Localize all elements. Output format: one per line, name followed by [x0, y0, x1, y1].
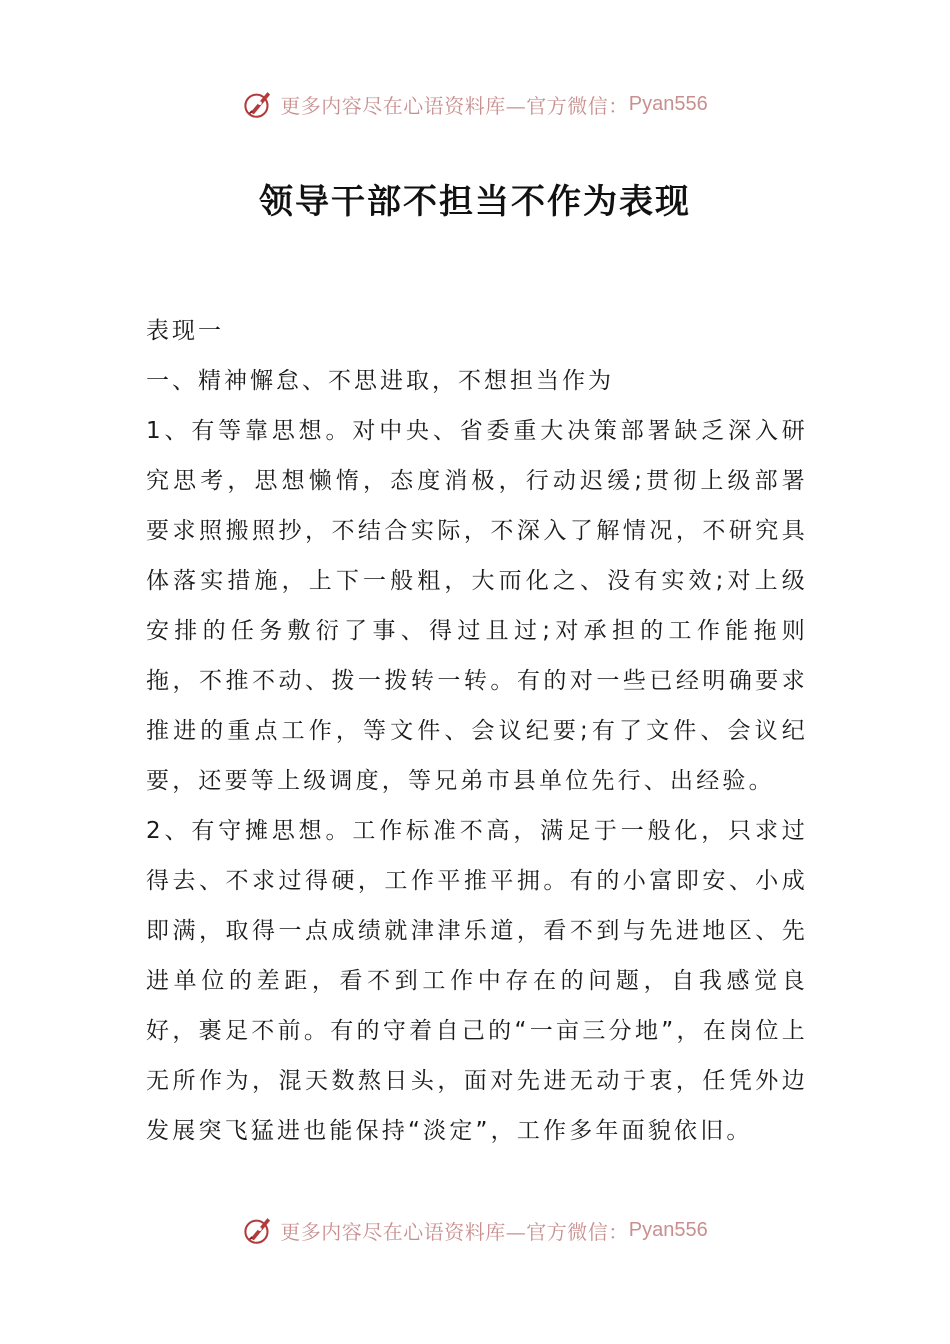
section-label: 表现一: [146, 318, 224, 344]
paragraph-2: 2、有守摊思想。工作标准不高，满足于一般化，只求过得去、不求过得硬，工作平推平拥。有的小富即安、小成即满，取得一点成绩就津津乐道，看不到与先进地区、先进单位的差距，看不到工作中存在的问题，自我感觉良好，裹足不前。有的守着自己的“一亩三分地”，在岗位上无所作为，混天数熬日头，面对先进无动于衷，任凭外边发展突飞猛进也能保持“淡定”，工作多年面貌依旧。: [146, 818, 808, 1144]
section-heading: 一、精神懈怠、不思进取，不想担当作为: [146, 368, 614, 394]
quill-pen-logo-icon: [242, 87, 276, 121]
document-body: [146, 306, 808, 1156]
watermark-wechat-id: Pyan556: [628, 92, 708, 115]
watermark-wechat-id: Pyan556: [628, 1218, 708, 1241]
quill-pen-logo-icon: [242, 1213, 276, 1247]
footer-watermark: [0, 1210, 950, 1250]
header-watermark: [0, 84, 950, 124]
document-title: 领导干部不担当不作为表现: [259, 182, 691, 222]
paragraph-1: 1、有等靠思想。对中央、省委重大决策部署缺乏深入研究思考，思想懒惰，态度消极，行动迟缓;贯彻上级部署要求照搬照抄，不结合实际，不深入了解情况，不研究具体落实措施，上下一般粗，大而化之、没有实效;对上级安排的任务敷衍了事、得过且过;对承担的工作能拖则拖，不推不动、拨一拨转一转。有的对一些已经明确要求推进的重点工作，等文件、会议纪要;有了文件、会议纪要，还要等上级调度，等兄弟市县单位先行、出经验。: [146, 418, 808, 794]
watermark-site-text: 更多内容尽在心语资料库—官方微信：: [280, 93, 629, 118]
watermark-site-text: 更多内容尽在心语资料库—官方微信：: [280, 1219, 629, 1244]
